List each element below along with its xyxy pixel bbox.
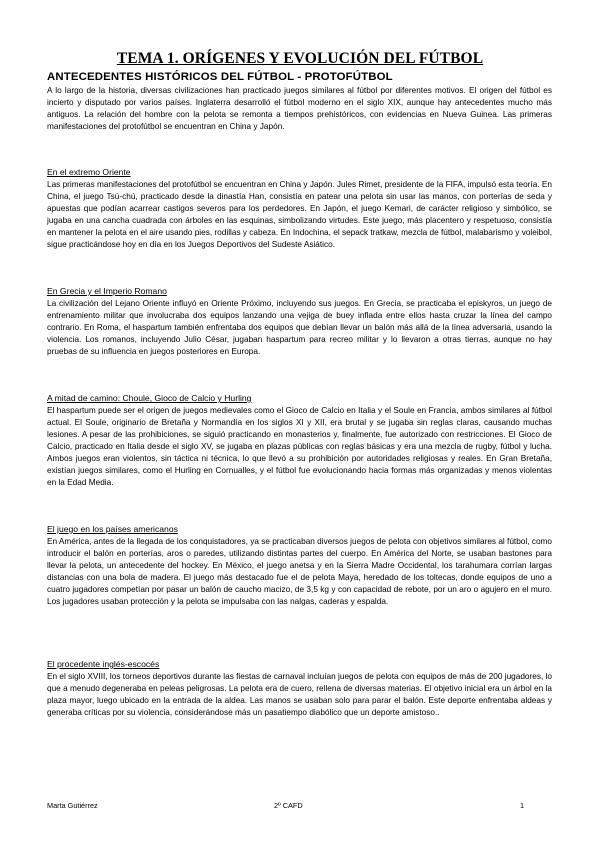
footer-author: Marta Gutiérrez <box>47 801 98 810</box>
document-title: TEMA 1. ORÍGENES Y EVOLUCIÓN DEL FÚTBOL <box>116 50 484 67</box>
section-body: El haspartum puede ser el origen de juegos medievales como el Gioco de Calcio en Italia y el Soule en Francia, ambos similares al fútbol actual. El Soule, originario de Bretaña y Normandía en los siglos XI y XII, era brutal y se jugaba sin reglas claras, causando muchas lesiones. A pesar de las prohibiciones, se siguió practicando en monasterios y, finalmente, fue autorizado con restricciones. El Gioco de Calcio, practicado en Italia desde el siglo XV, se jugaba en plazas públicas con reglas básicas y era una mezcla de rugby, fútbol y lucha. Ambos juegos eran violentos, sin táctica ni técnica, lo que llevó a su prohibición por autoridades religiosas y reales. En Gran Bretaña, existían juegos similares, como el Hurling en Cornualles, y el fútbol fue evolucionando hacia formas más organizadas y menos violentas en la Edad Media. <box>47 406 552 488</box>
section-body: La civilización del Lejano Oriente influyó en Oriente Próximo, incluyendo sus juegos. En Grecia, se practicaba el episkyros, un juego de entrenamiento militar que involucraba dos equipos lanzando una vejiga de buey inflada entre ellos hasta cruzar la línea del campo contrario. En Roma, el haspartum también enfrentaba dos equipos que debían llevar un balón más allá de la línea adversaria, usando la violencia. Los romanos, incluyendo Julio César, jugaban haspartum para recreo militar y lo llevaron a otras tierras, aunque no hay pruebas de su influencia en juegos posteriores en Europa. <box>47 299 552 357</box>
section-body: Las primeras manifestaciones del protofútbol se encuentran en China y Japón. Jules Rimet, presidente de la FIFA, impulsó esta teoría. En China, el juego Tsú-chú, practicado desde la dinastía Han, consistía en patear una pelota sin usar las manos, con porterías de seda y apuestas que podían acarrear castigos severos para los perdedores. En Japón, el juego Kemari, de carácter religioso y simbólico, se jugaba en una cancha cuadrada con árboles en las esquinas, simbolizando virtudes. Este juego, más placentero y respetuoso, consistía en mantener la pelota en el aire usando pies, rodillas y cabeza. En Indochina, el sepack tratkaw, mezcla de fútbol, malabarismo y voleibol, sigue practicándose hoy en día en los Juegos Deportivos del Sudeste Asiático. <box>47 180 552 250</box>
section-heading: En el extremo Oriente <box>47 167 131 177</box>
section-heading: En Grecia y el Imperio Romano <box>47 286 167 296</box>
section-heading: El procedente inglés-escocés <box>47 659 160 669</box>
intro-paragraph: A lo largo de la historia, diversas civilizaciones han practicado juegos similares al fútbol por diferentes motivos. El origen del fútbol es incierto y disputado por varios países. Inglaterra desarrolló el fútbol moderno en el siglo XIX, aunque hay antecedentes mucho más antiguos. La relación del hombre con la pelota se remonta a tiempos prehistóricos, con evidencias en Nueva Guinea. Las primeras manifestaciones del protofútbol se encuentran en China y Japón. <box>47 86 552 132</box>
section-heading: A mitad de camino: Choule, Gioco de Calcio y Hurling <box>47 393 252 403</box>
section-body: En América, antes de la llegada de los conquistadores, ya se practicaban diversos juegos de pelota con objetivos similares al fútbol, como introducir el balón en porterías, aros o paredes, utilizando distintas partes del cuerpo. En América del Norte, se usaban bastones para llevar la pelota, un antecedente del hockey. En México, el juego anetsa y en la Sierra Madre Occidental, los tarahumara corrían largas distancias con una bola de madera. El juego más destacado fue el de pelota Maya, heredado de los toltecas, donde equipos de uno a cuatro jugadores competían por pasar un balón de caucho macizo, de 3,5 kg y con capacidad de rebote, por un aro o agujero en el muro. Los jugadores usaban protección y la pelota se impulsaba con las nalgas, caderas y espalda. <box>47 537 552 607</box>
document-subtitle: ANTECEDENTES HISTÓRICOS DEL FÚTBOL - PROTOFÚTBOL <box>47 71 393 83</box>
section-heading: El juego en los países americanos <box>47 524 178 534</box>
section-body: En el siglo XVIII, los torneos deportivos durante las fiestas de carnaval incluían juegos de pelota con equipos de más de 200 jugadores, lo que a menudo degeneraba en peleas peligrosas. La pelota era de cuero, rellena de diversas materias. El objetivo inicial era un árbol en la plaza mayor, luego ubicado en la entrada de la aldea. Las manos se usaban solo para parar el balón. Este deporte enfrentaba aldeas y generaba críticas por su violencia, considerándose más un pasatiempo diabólico que un deporte amistoso.. <box>47 672 552 718</box>
footer-page-number: 1 <box>520 801 525 810</box>
footer-course: 2º CAFD <box>274 801 303 810</box>
